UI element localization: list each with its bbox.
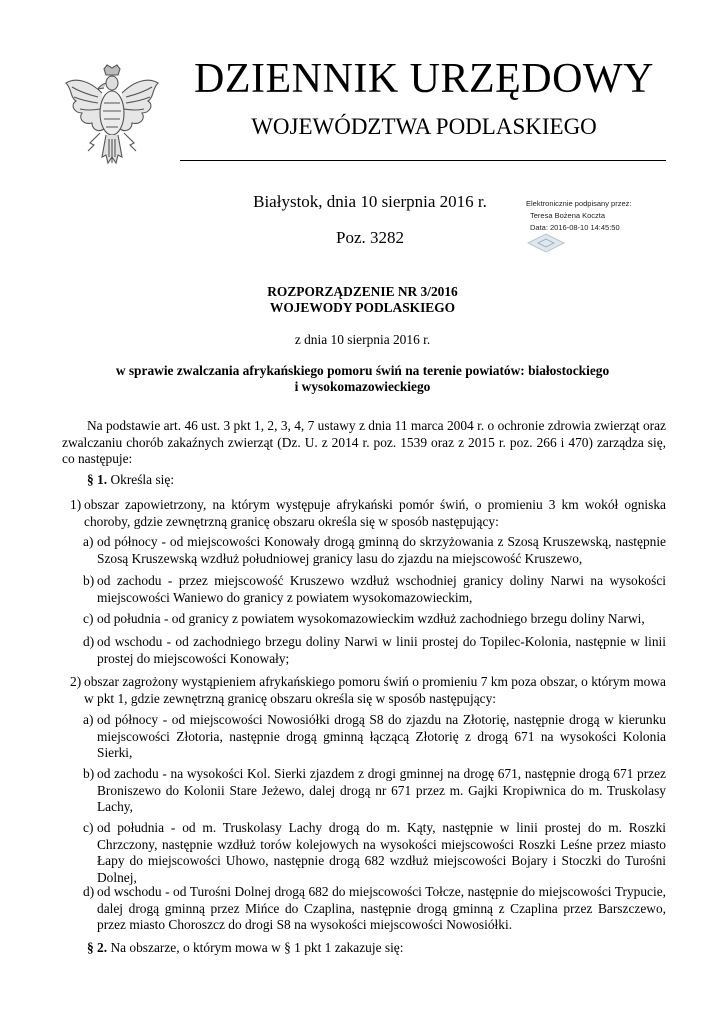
act-title: ROZPORZĄDZENIE NR 3/2016 [267,284,458,299]
item-label: a) [83,534,94,549]
signature-date: Data: 2016-08-10 14:45:50 [530,223,620,232]
list-item: od wschodu - od Turośni Dolnej drogą 682 do miejscowości Tołcze, następnie do miejscowości Trypucie, dalej drogą gminną przez Mińce do Czaplina, następnie drogą gminną z Czaplina przez Barszczewo, przez miasto Choroszcz do drogi S8 na wysokości miejscowości Nowosiółki. [97,884,666,932]
preamble: Na podstawie art. 46 ust. 3 pkt 1, 2, 3, 4, 7 ustawy z dnia 11 marca 2004 r. o ochronie zdrowia zwierząt oraz zwalczaniu chorób zakaźnych zwierząt (Dz. U. z 2014 r. poz. 1539 oraz z 2015 r. poz. 266 i 470) zarządza się, co następuje: [62,418,666,466]
journal-title: DZIENNIK URZĘDOWY [194,56,654,102]
list-item: od zachodu - przez miejscowość Kruszewo wzdłuż wschodniej granicy doliny Narwi na wysokości miejscowości Waniewo do granicy z powiatem wysokomazowieckim, [97,573,666,605]
point-label: 1) [70,497,82,512]
item-label: d) [83,884,95,899]
item-label: c) [83,820,94,835]
act-date: z dnia 10 sierpnia 2016 r. [294,332,431,347]
signature-signer: Teresa Bożena Koczta [530,211,606,220]
item-label: a) [83,712,94,727]
list-item: od zachodu - na wysokości Kol. Sierki zjazdem z drogi gminnej na drogę 671, następnie drogą 671 przez Broniszewo do Kolonii Stare Jeżewo, dalej drogą nr 671 przez m. Gajki Kropiwnica do m. Truskolasy Lachy, [97,766,666,814]
act-subject-line-2: i wysokomazowieckiego [294,379,431,394]
item-label: d) [83,634,95,649]
journal-subtitle: WOJEWÓDZTWA PODLASKIEGO [251,114,597,139]
act-issuer: WOJEWODY PODLASKIEGO [269,300,456,315]
list-item: od północy - od miejscowości Konowały drogą gminną do skrzyżowania z Szosą Kruszewską, następnie Szosą Kruszewską wzdłuż południowej granicy lasu do zjazdu na miejscowość Kruszewo, [97,534,666,566]
header-divider [180,160,666,161]
section-text: Na obszarze, o którym mowa w § 1 pkt 1 zakazuje się: [110,940,404,955]
item-label: b) [83,573,95,588]
place-date: Białystok, dnia 10 sierpnia 2016 r. [253,192,487,211]
list-item: od północy - od miejscowości Nowosiółki drogą S8 do zjazdu na Złotorię, następnie drogą w kierunku miejscowości Złotoria, następnie drogą gminną łączącą Złotorię z drogą 671 na wysokości Kolonia Sierki, [97,712,666,760]
point-1-text: obszar zapowietrzony, na którym występuje afrykański pomór świń, o promieniu 3 km wokół ogniska choroby, gdzie zewnętrzną granicę obszaru określa się w sposób następujący: [84,497,666,529]
point-label: 2) [70,674,82,689]
section-1 [87,472,667,489]
point-2-text: obszar zagrożony wystąpieniem afrykańskiego pomoru świń o promieniu 7 km poza obszar, o którym mowa w pkt 1, gdzie zewnętrzną granicę obszaru określa się w sposób następujący: [84,674,666,706]
signature-line: Elektronicznie podpisany przez: [526,199,632,208]
eagle-emblem-icon [62,63,162,171]
list-item: od wschodu - od zachodniego brzegu doliny Narwi w linii prostej do Topilec-Kolonia, następnie w linii prostej do miejscowości Konowały; [97,634,666,666]
list-item: od południa - od granicy z powiatem wysokomazowieckim wzdłuż zachodniego brzegu doliny Narwi, [97,611,645,626]
item-label: c) [83,611,94,626]
section-2 [87,940,667,957]
electronic-signature [526,198,631,234]
section-label: § 1. [87,472,108,487]
act-subject-line-1: w sprawie zwalczania afrykańskiego pomoru świń na terenie powiatów: białostockiego [115,363,610,378]
item-label: b) [83,766,95,781]
signature-check-icon [526,232,566,254]
list-item: od południa - od m. Truskolasy Lachy drogą do m. Kąty, następnie w linii prostej do m. Roszki Chrzczony, następnie wzdłuż torów kolejowych na wysokości miejscowości Roszki Leśne przez miasto Łapy do miejscowości Uhowo, następnie drogą 682 wzdłuż miejscowości Bojary i Stoczki do Turośni Dolnej, [97,820,666,885]
section-text: Określa się: [110,472,175,487]
position-number: Poz. 3282 [336,228,404,247]
section-label: § 2. [87,940,108,955]
